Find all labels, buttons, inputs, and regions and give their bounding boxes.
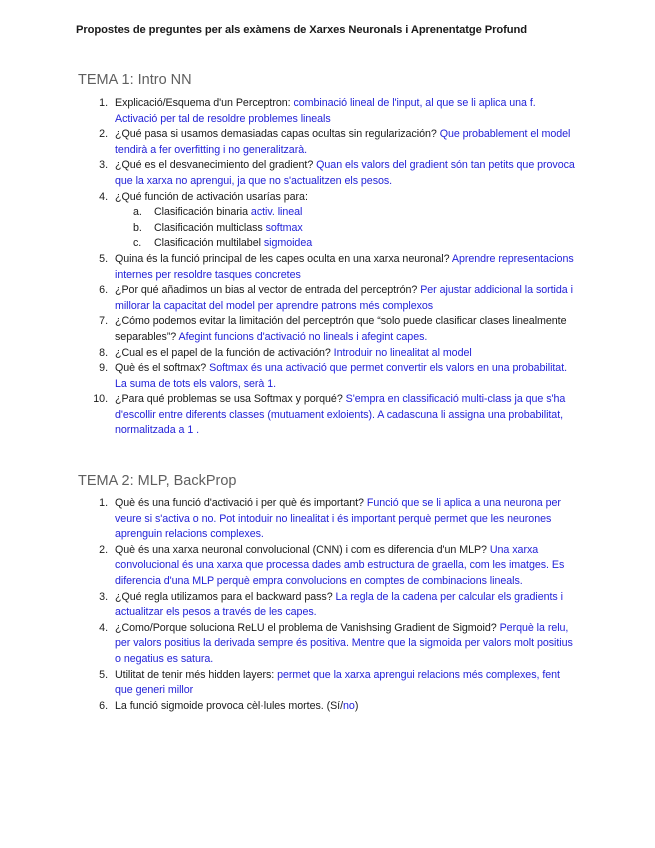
question-text: ¿Qué pasa si usamos demasiadas capas ocultas sin regularización? [115,128,437,141]
answer-text: Perquè la relu, per valors positius la derivada sempre és positiva. Mentre que la sigmoida per valors molt positius o negatius es satura. [115,621,573,665]
question-text: Què és una funció d'activació i per què és important? [115,497,364,509]
question-text: Utilitat de tenir més hidden layers: [115,668,275,681]
document-title: Propostes de preguntes per als exàmens de Xarxes Neuronals i Aprenentatge Profund [76,24,527,36]
sub-answer-text: sigmoidea [263,237,313,250]
answer-text: no [343,699,355,712]
sub-question-text: Clasificación binaria [154,206,248,219]
list-item [0,346,655,362]
question-text: ¿Qué regla utilizamos para el backward pass? [115,590,333,603]
sub-item-letter: c. [133,237,142,250]
item-number: 4. [99,621,108,634]
item-number: 3. [99,590,108,603]
item-number: 4. [99,190,108,203]
item-number: 2. [99,543,108,556]
sub-answer-text: activ. lineal [250,206,303,219]
item-number: 1. [99,497,108,509]
list-item [0,127,655,158]
item-number: 6. [99,284,108,297]
sub-item-letter: b. [133,221,142,234]
answer-text: combinació lineal de l'input, al que se li aplica una f. Activació per tal de resoldre problemes lineals [115,97,536,125]
item-number: 1. [99,97,108,109]
answer-text: Quan els valors del gradient són tan petits que provoca que la xarxa no aprengui, ja que no s'actualitzen els pesos. [115,159,575,187]
item-number: 10. [93,393,108,406]
question-text: ¿Como/Porque soluciona ReLU el problema de Vanishsing Gradient de Sigmoid? [115,621,497,634]
question-text: Quina és la funció principal de les capes oculta en una xarxa neuronal? [115,252,450,265]
list-item [0,621,655,668]
question-list-tema-1 [0,96,655,439]
question-text: ¿Cual es el papel de la función de activación? [115,346,331,359]
answer-text: permet que la xarxa aprengui relacions més complexes, fent que generi millor [115,668,560,697]
sub-list-item [115,236,575,252]
answer-text: Softmax és una activació que permet convertir els valors en una probabilitat. La suma de tots els valors, serà 1. [115,362,568,390]
list-item [0,190,655,252]
sub-list-item [115,221,575,237]
item-number: 3. [99,159,108,172]
item-number: 9. [99,362,108,375]
question-text: Què és el softmax? [115,362,207,375]
sub-answer-text: softmax [265,221,303,234]
list-item [0,668,655,699]
answer-text: Afegint funcions d'activació no lineals i afegint capes. [178,330,428,343]
list-item [0,543,655,590]
question-text: ¿Qué es el desvanecimiento del gradient? [115,159,314,172]
question-text: ¿Por qué añadimos un bias al vector de entrada del perceptrón? [115,284,418,297]
sub-list-item [115,205,575,221]
item-number: 5. [99,252,108,265]
question-text: La funció sigmoide provoca cèl·lules mortes. (Sí/ [115,699,344,712]
sub-question-text: Clasificación multiclass [154,221,263,234]
item-number: 6. [99,699,108,712]
answer-text: Per ajustar addicional la sortida i millorar la capacitat del model per aprendre patrons més complexos [115,284,573,312]
list-item [0,361,655,392]
question-text: ¿Qué función de activación usarías para: [115,190,308,203]
item-number: 2. [99,128,108,141]
section-heading-tema-1: TEMA 1: Intro NN [78,72,192,88]
list-item [0,314,655,345]
sub-item-letter: a. [133,206,142,219]
list-item [0,590,655,621]
list-item [0,283,655,314]
sub-question-text: Clasificación multilabel [154,237,261,250]
answer-text: Aprendre representacions internes per resoldre tasques concretes [115,252,574,281]
answer-text: Introduir no linealitat al model [333,346,472,359]
list-item [0,158,655,189]
question-text: Què és una xarxa neuronal convolucional (CNN) i com es diferencia d'un MLP? [115,543,487,556]
list-item [0,699,655,715]
item-number: 5. [99,668,108,681]
list-item [0,496,655,543]
list-item [0,392,655,439]
list-item [0,96,655,127]
question-text: Explicació/Esquema d'un Perceptron: [115,97,291,109]
answer-text: La regla de la cadena per calcular els gradients i actualitzar els pesos a través de les capes. [115,590,563,619]
answer-text: Una xarxa convolucional és una xarxa que processa dades amb estructura de graella, com les imatges. Es diferencia d'una MLP perquè empra convolucions en comptes de combinacions lineals. [115,543,565,587]
question-list-tema-2 [0,496,655,714]
item-number: 8. [99,346,108,359]
sub-list [115,205,575,252]
question-tail-text: ) [354,699,359,712]
question-text: ¿Cómo podemos evitar la limitación del perceptrón que “solo puede clasificar clases linealmente separables”? [115,315,567,343]
question-text: ¿Para qué problemas se usa Softmax y porqué? [115,393,343,406]
answer-text: Que probablement el model tendirà a fer overfitting i no generalitzarà. [115,128,571,156]
answer-text: S'empra en classificació multi-class ja que s'ha d'escollir entre diferents classes (mutuament exloients). A cadascuna li assigna una probabilitat, normalitzada a 1 . [115,393,566,437]
section-heading-tema-2: TEMA 2: MLP, BackProp [78,473,237,489]
item-number: 7. [99,315,108,328]
answer-text: Funció que se li aplica a una neurona per veure si s'activa o no. Pot intoduir no linealitat i és important perquè permet que les neurones aprenguin relacions complexes. [115,497,561,541]
list-item [0,252,655,283]
